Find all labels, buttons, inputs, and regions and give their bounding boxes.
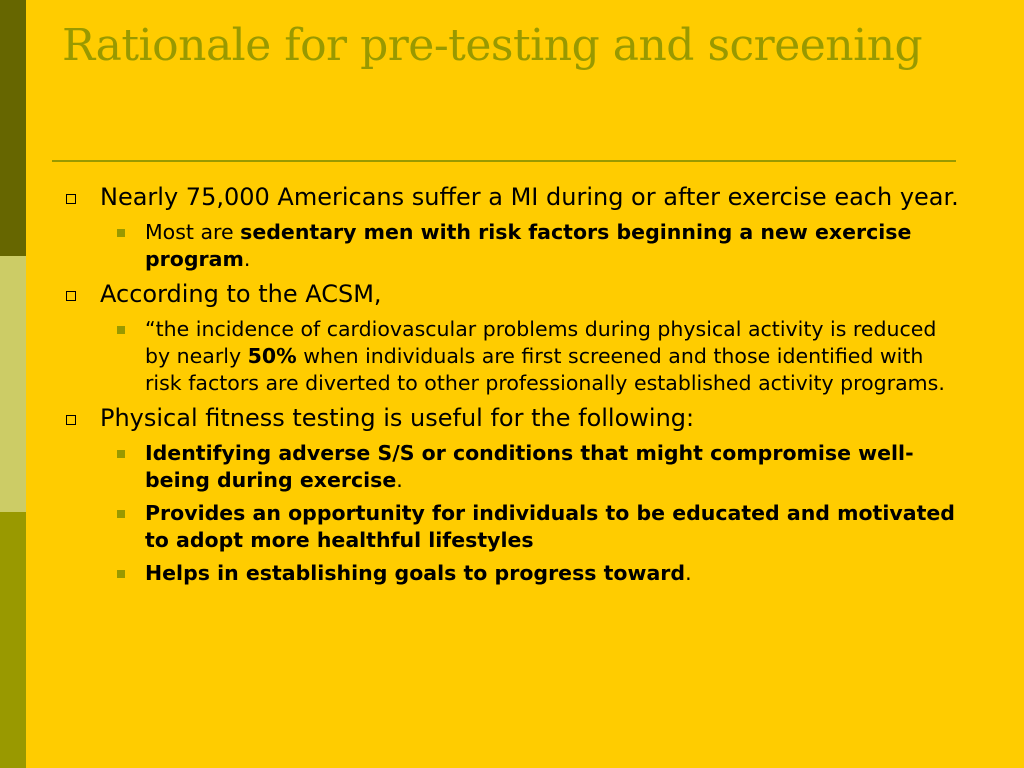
filled-square-bullet-icon <box>117 229 125 237</box>
sub-bullet-emphasis: Helps in establishing goals to progress toward <box>145 561 686 585</box>
bullet-item <box>62 182 962 213</box>
slide-content <box>62 182 962 593</box>
bullet-text: According to the ACSM, <box>100 280 382 308</box>
sub-bullet-tail: . <box>243 247 251 271</box>
square-bullet-icon <box>66 415 76 425</box>
filled-square-bullet-icon <box>117 510 125 518</box>
filled-square-bullet-icon <box>117 450 125 458</box>
sidebar-stripe-middle <box>0 256 26 512</box>
bullet-text: Nearly 75,000 Americans suffer a MI during or after exercise each year. <box>100 183 959 211</box>
sub-bullet-item <box>145 500 957 554</box>
sub-bullet-tail: . <box>685 561 692 585</box>
sub-bullet-item <box>145 316 957 397</box>
sub-bullet-text: Most are <box>145 220 241 244</box>
sub-bullet-tail: when individuals are first screened and those identified with risk factors are diverted to other professionally established activity programs. <box>145 344 945 395</box>
sub-bullet-tail: . <box>396 468 403 492</box>
filled-square-bullet-icon <box>117 570 125 578</box>
sub-bullet-text: “the incidence of cardiovascular problems during physical activity is reduced by nearly <box>145 317 937 368</box>
sub-bullet-item <box>145 440 957 494</box>
sub-bullet-emphasis: Identifying adverse S/S or conditions that might compromise well-being during exercise <box>145 441 914 492</box>
title-divider <box>52 160 956 162</box>
sub-bullet-emphasis: sedentary men with risk factors beginning a new exercise program <box>145 220 912 271</box>
sidebar-stripe-bottom <box>0 512 26 768</box>
filled-square-bullet-icon <box>117 326 125 334</box>
slide-title: Rationale for pre-testing and screening <box>62 20 923 71</box>
sub-bullet-item <box>145 560 957 587</box>
square-bullet-icon <box>66 291 76 301</box>
sidebar-stripe-top <box>0 0 26 256</box>
bullet-item <box>62 403 962 434</box>
sub-bullet-item <box>145 219 957 273</box>
bullet-item <box>62 279 962 310</box>
sub-bullet-emphasis: Provides an opportunity for individuals to be educated and motivated to adopt more healthful lifestyles <box>145 501 955 552</box>
square-bullet-icon <box>66 194 76 204</box>
sub-bullet-emphasis: 50% <box>247 344 297 368</box>
bullet-text: Physical fitness testing is useful for the following: <box>100 404 695 432</box>
